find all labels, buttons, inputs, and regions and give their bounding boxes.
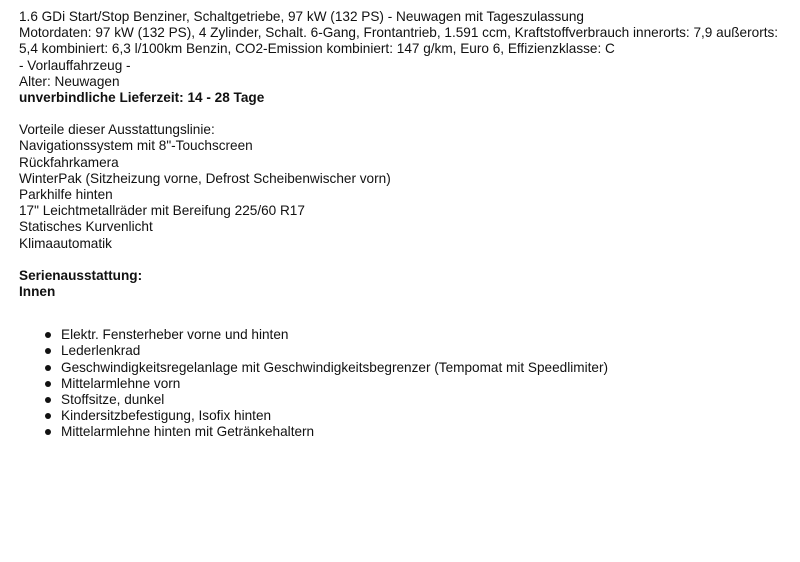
list-item: [45, 424, 800, 440]
list-item-label: Kindersitzbefestigung, Isofix hinten: [61, 408, 272, 424]
advantage-item: Statisches Kurvenlicht: [19, 219, 153, 235]
delivery-time: unverbindliche Lieferzeit: 14 - 28 Tage: [19, 90, 265, 106]
list-item-label: Mittelarmlehne hinten mit Getränkehaltern: [61, 424, 315, 440]
spacer: [19, 106, 800, 122]
list-item: [45, 392, 800, 408]
bullet-icon: [45, 429, 51, 435]
bullet-icon: [45, 365, 51, 371]
list-item-label: Lederlenkrad: [61, 343, 141, 359]
advantages-list: [19, 138, 800, 251]
advantage-item: WinterPak (Sitzheizung vorne, Defrost Scheibenwischer vorn): [19, 170, 391, 186]
standard-equipment-heading: Serienausstattung:: [19, 267, 143, 283]
interior-equipment-list: [19, 327, 800, 440]
list-item: [45, 360, 800, 376]
spacer: [19, 300, 800, 327]
motor-data: Motordaten: 97 kW (132 PS), 4 Zylinder, Schalt. 6-Gang, Frontantrieb, 1.591 ccm, Kraftstoffverbrauch innerorts: 7,9 außerorts: 5,4 kombiniert: 6,3 l/100km Benzin, CO2-Emission kombiniert: 147 g/km, Euro 6, Effizienzklasse: C: [19, 25, 779, 57]
bullet-icon: [45, 397, 51, 403]
advantage-item: 17" Leichtmetallräder mit Bereifung 225/60 R17: [19, 203, 305, 219]
list-item: [45, 343, 800, 359]
engine-title-line: 1.6 GDi Start/Stop Benziner, Schaltgetriebe, 97 kW (132 PS) - Neuwagen mit Tageszulassung: [19, 9, 584, 24]
spacer: [19, 252, 800, 268]
pre-production-note: - Vorlauffahrzeug -: [19, 57, 131, 73]
list-item-label: Stoffsitze, dunkel: [61, 392, 165, 408]
advantage-item: Rückfahrkamera: [19, 154, 119, 170]
bullet-icon: [45, 413, 51, 419]
list-item-label: Elektr. Fensterheber vorne und hinten: [61, 327, 289, 343]
bullet-icon: [45, 348, 51, 354]
advantage-item: Navigationssystem mit 8"-Touchscreen: [19, 138, 253, 154]
bullet-icon: [45, 332, 51, 338]
bullet-icon: [45, 381, 51, 387]
interior-subheading: Innen: [19, 284, 56, 300]
vehicle-age: Alter: Neuwagen: [19, 73, 120, 89]
advantage-item: Parkhilfe hinten: [19, 187, 113, 203]
list-item: [45, 376, 800, 392]
list-item: [45, 327, 800, 343]
list-item-label: Mittelarmlehne vorn: [61, 375, 181, 391]
advantage-item: Klimaautomatik: [19, 235, 112, 251]
advantages-heading: Vorteile dieser Ausstattungslinie:: [19, 122, 215, 138]
list-item-label: Geschwindigkeitsregelanlage mit Geschwindigkeitsbegrenzer (Tempomat mit Speedlimiter): [61, 359, 609, 375]
list-item: [45, 408, 800, 424]
